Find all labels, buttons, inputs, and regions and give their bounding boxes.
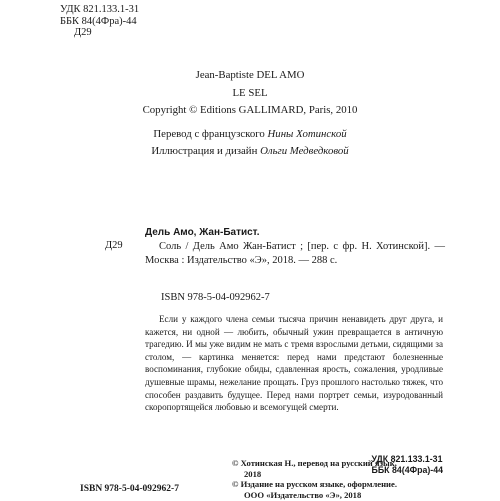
- illustrator-name: Ольги Медведковой: [260, 145, 349, 157]
- illustration-credit: [0, 145, 500, 157]
- translator-name: Нины Хотинской: [267, 128, 347, 140]
- bibliography-author: Дель Амо, Жан-Батист.: [145, 227, 260, 238]
- isbn-bottom: ISBN 978-5-04-092962-7: [80, 484, 179, 494]
- udk-code-top: УДК 821.133.1-31: [60, 4, 140, 15]
- book-annotation: Если у каждого члена семьи тысяча причин ненавидеть друг друга, и кажется, ни одной — любить, обычный ужин превращается в античную трагедию. И мы уже видим не мать с тремя взрослыми детьми, сидящими за столом, — картинка меняется: перед нами предстают болезненные воспоминания, глубокие обиды, сдавленная ярость, сожаления, уродливые душевные шрамы, нежелание прощать. Груз прошлого настолько тяжек, что способен раздавить будущее. Перед нами портрет семьи, изуродованный скоропортящейся любовью и всемогущей смерти.: [145, 314, 443, 413]
- footer-copyright-line: © Издание на русском языке, оформление. ООО «Издательство «Э», 2018: [232, 479, 397, 501]
- translation-prefix: Перевод с французского: [153, 128, 265, 140]
- author-mark-top: Д29: [74, 27, 92, 38]
- footer-copyright-line: © Хотинская Н., перевод на русский язык, 2018: [232, 458, 397, 479]
- original-author: Jean-Baptiste DEL AMO: [195, 69, 305, 81]
- top-classification-codes: [60, 4, 139, 39]
- bibliography-description: Соль / Дель Амо Жан-Батист ; [пер. с фр. Н. Хотинской]. — Москва : Издательство «Э», 2018. — 288 с.: [145, 241, 445, 266]
- bbk-code-top: ББК 84(4Фра)-44: [60, 15, 137, 27]
- udk-code-bottom: УДК 821.133.1-31: [371, 454, 443, 464]
- bbk-code-bottom: ББК 84(4Фра)-44: [371, 465, 443, 475]
- bibliography-entry: [145, 226, 445, 268]
- original-title: LE SEL: [232, 87, 268, 99]
- illustration-prefix: Иллюстрация и дизайн: [151, 145, 258, 157]
- isbn-middle: ISBN 978-5-04-092962-7: [161, 292, 270, 303]
- footer-copyright: [232, 458, 414, 501]
- bibliography-code: Д29: [105, 240, 123, 251]
- translation-credit: [0, 128, 500, 140]
- copyright-line: Copyright © Editions GALLIMARD, Paris, 2010: [142, 104, 358, 116]
